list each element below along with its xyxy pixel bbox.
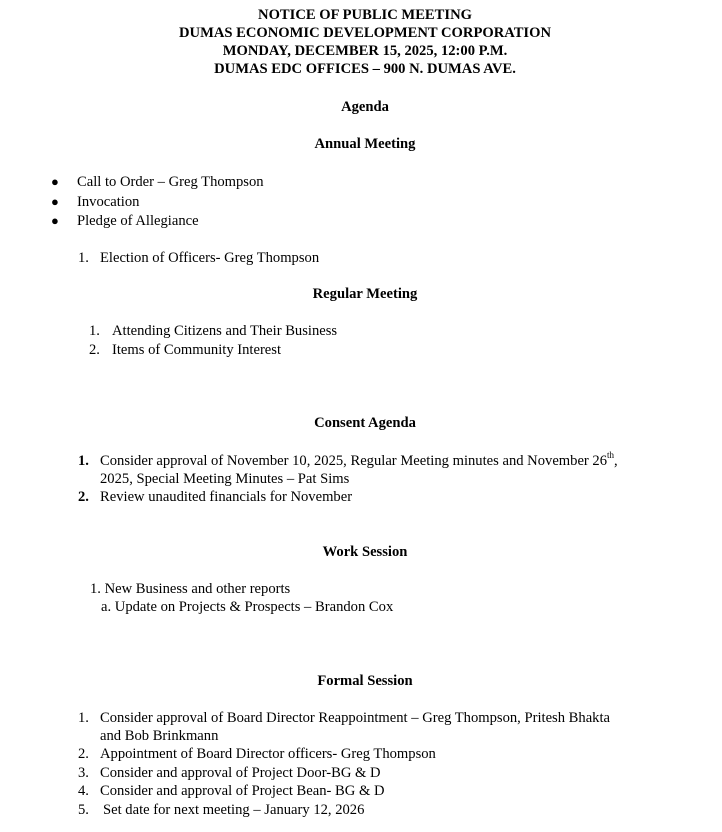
formal-item: Set date for next meeting – January 12, 2026 (103, 802, 365, 818)
annual-bullet-item: Call to Order – Greg Thompson (77, 174, 264, 190)
work-session-heading: Work Session (322, 544, 408, 560)
meeting-location: DUMAS EDC OFFICES – 900 N. DUMAS AVE. (214, 61, 516, 77)
regular-item: Attending Citizens and Their Business (112, 323, 338, 339)
notice-title: NOTICE OF PUBLIC MEETING (258, 7, 472, 23)
agenda-heading: Agenda (341, 99, 389, 115)
formal-session-heading: Formal Session (317, 673, 413, 689)
list-number: 1. (89, 323, 100, 339)
meeting-datetime: MONDAY, DECEMBER 15, 2025, 12:00 P.M. (222, 43, 508, 59)
organization-name: DUMAS ECONOMIC DEVELOPMENT CORPORATION (178, 25, 552, 41)
list-number: 3. (78, 765, 89, 781)
bullet-icon: ● (51, 213, 59, 228)
annual-meeting-heading: Annual Meeting (314, 136, 416, 152)
formal-item: Consider and approval of Project Bean- BG & D (100, 783, 385, 799)
consent-item-financials: Review unaudited financials for November (100, 489, 353, 505)
consent-item-text: Consider approval of November 10, 2025, Regular Meeting minutes and November 26 (100, 453, 608, 469)
formal-item: Consider and approval of Project Door-BG & D (100, 765, 381, 781)
list-number: 1. (78, 453, 89, 469)
annual-bullet-item: Invocation (77, 194, 140, 210)
list-number: 2. (89, 342, 100, 358)
ordinal-suffix: th (607, 450, 615, 461)
formal-item: Appointment of Board Director officers- Greg Thompson (100, 746, 436, 762)
consent-agenda-heading: Consent Agenda (314, 415, 416, 431)
annual-bullet-item: Pledge of Allegiance (77, 213, 199, 229)
list-number: 2. (78, 489, 89, 505)
consent-item-minutes (100, 452, 618, 470)
regular-item: Items of Community Interest (112, 342, 282, 358)
regular-meeting-heading: Regular Meeting (312, 286, 418, 302)
consent-item-comma: , (614, 453, 618, 469)
consent-item-text-cont: 2025, Special Meeting Minutes – Pat Sims (100, 471, 350, 487)
formal-item-reappointment-cont: and Bob Brinkmann (100, 728, 219, 744)
list-number: 1. (78, 250, 89, 266)
list-number: 2. (78, 746, 89, 762)
formal-item-reappointment: Consider approval of Board Director Reappointment – Greg Thompson, Pritesh Bhakta (100, 710, 611, 726)
bullet-icon: ● (51, 174, 59, 189)
list-number: 1. (78, 710, 89, 726)
annual-item-election: Election of Officers- Greg Thompson (100, 250, 320, 266)
work-subitem: a. Update on Projects & Prospects – Brandon Cox (101, 599, 394, 615)
work-item: 1. New Business and other reports (90, 581, 291, 597)
bullet-icon: ● (51, 194, 59, 209)
list-number: 4. (78, 783, 89, 799)
list-number: 5. (78, 802, 89, 818)
